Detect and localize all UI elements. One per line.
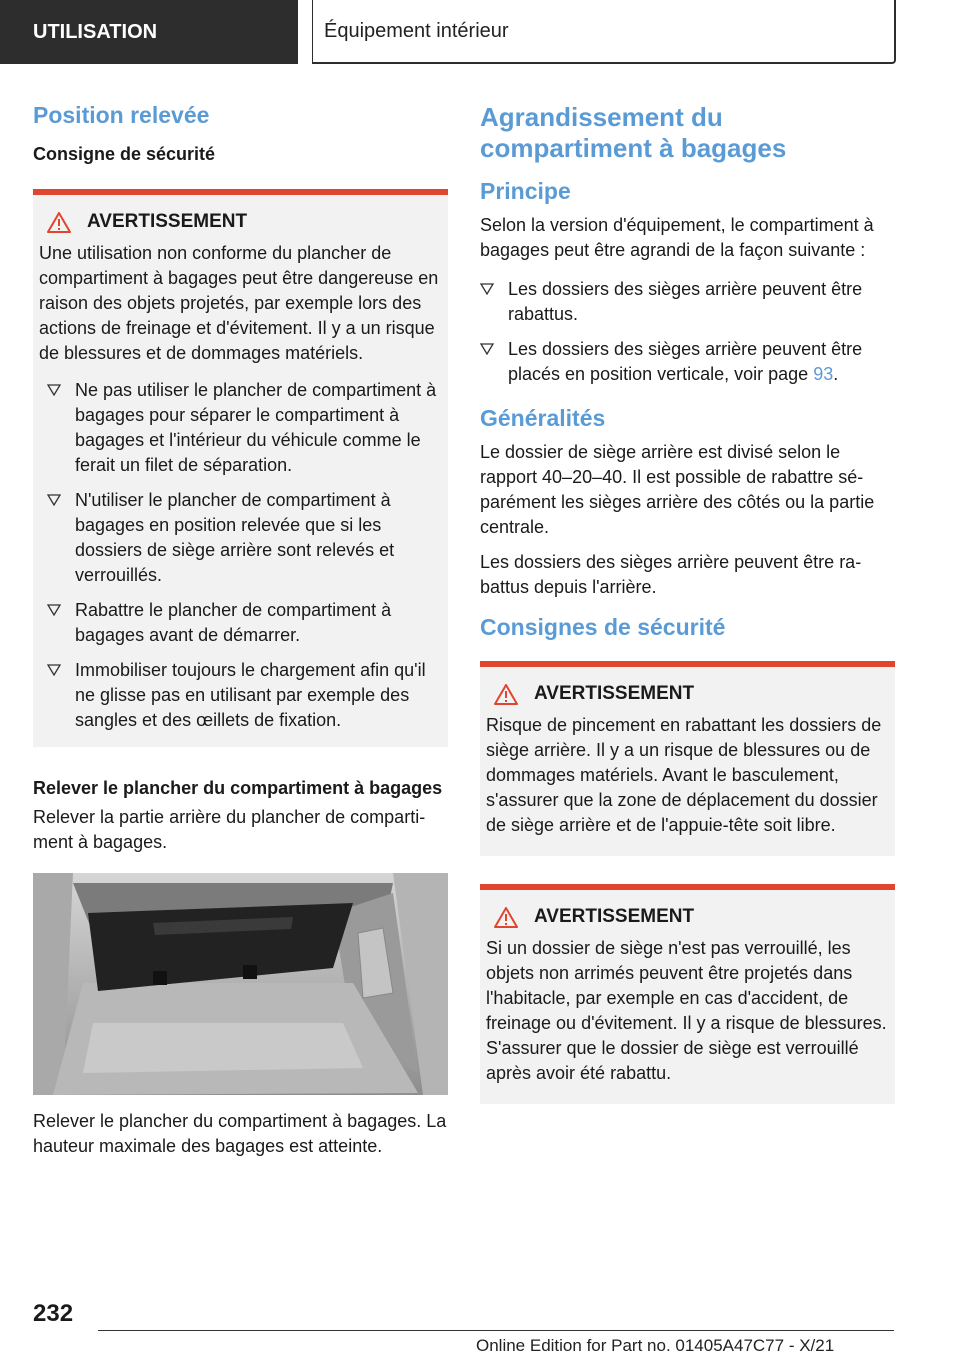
- triangle-bullet-icon: [480, 343, 494, 355]
- warning-box: [33, 189, 448, 747]
- list-item: Ne pas utiliser le plancher de compartiment à bagages pour séparer le compartiment à bagages et l'intérieur du véhicule comme le ferait un filet de séparation.: [39, 378, 440, 478]
- principe-text: Selon la version d'équipement, le compartiment à bagages peut être agrandi de la façon suivante :: [480, 215, 874, 260]
- page-number: 232: [33, 1300, 74, 1327]
- warning-title-text: AVERTISSEMENT: [534, 906, 695, 927]
- warning-text: Une utilisation non conforme du plancher de compartiment à bagages peut être dangereuse en raison des objets projetés, par exemple lors des actions de freinage et d'évitement. Il y a un risque de blessures et de dommages matériels.: [39, 243, 439, 363]
- generalites-text-2: Les dossiers des sièges arrière peuvent être rabattus depuis l'arrière.: [480, 552, 862, 597]
- list-item: Rabattre le plancher de compartiment à bagages avant de démarrer.: [39, 598, 440, 648]
- raise-heading: Relever le plancher du compartiment à bagages: [33, 778, 443, 798]
- raise-text: Relever la partie arrière du plancher de compartiment à bagages.: [33, 807, 426, 852]
- warning-title: [486, 906, 887, 928]
- generalites-heading: Généralités: [480, 405, 606, 431]
- edition-text: Online Edition for Part no. 01405A47C77 - X/21: [476, 1336, 835, 1355]
- header-chapter: Équipement intérieur: [312, 0, 896, 64]
- photo-caption: Relever le plancher du compartiment à bagages. La hauteur maximale des bagages est atteinte.: [33, 1111, 447, 1156]
- section-heading: Position relevée: [33, 102, 210, 128]
- triangle-bullet-icon: [47, 604, 61, 616]
- page-reference-link[interactable]: 93: [813, 364, 834, 384]
- warning-triangle-icon: [494, 907, 518, 928]
- warning-list: [39, 378, 440, 733]
- warning-title: [39, 211, 440, 233]
- list-item: N'utiliser le plancher de compartiment à bagages en position relevée que si les dossiers de siège arrière sont relevés et verrouillés.: [39, 488, 440, 588]
- consignes-heading: Consignes de sécurité: [480, 614, 726, 640]
- section-heading: Agrandissement du compartiment à bagages: [480, 102, 787, 163]
- list-item: Les dossiers des sièges arrière peuvent être rabattus.: [480, 277, 895, 327]
- triangle-bullet-icon: [47, 494, 61, 506]
- options-list: [480, 277, 895, 387]
- subheading: Consigne de sécurité: [33, 144, 216, 164]
- trunk-illustration: [33, 873, 448, 1095]
- triangle-bullet-icon: [47, 664, 61, 676]
- warning-title: [486, 683, 887, 705]
- triangle-bullet-icon: [480, 283, 494, 295]
- warning-title-text: AVERTISSEMENT: [534, 683, 695, 704]
- footer-divider: [98, 1330, 894, 1331]
- warning-box: [480, 884, 895, 1104]
- warning-box: [480, 661, 895, 856]
- left-column: [33, 96, 448, 1169]
- triangle-bullet-icon: [47, 384, 61, 396]
- header-section: UTILISATION: [0, 0, 298, 64]
- warning-title-text: AVERTISSEMENT: [87, 211, 248, 232]
- list-item: Les dossiers des sièges arrière peuvent être placés en position verticale, voir page 93.: [480, 337, 895, 387]
- warning-triangle-icon: [494, 684, 518, 705]
- right-column: [480, 96, 895, 1132]
- warning-text: Risque de pincement en rabattant les dossiers de siège arrière. Il y a un risque de blessures ou de dommages matériels. Avant le basculement, s'assurer que la zone de déplacement du dossier de siège arrière et de l'appuie-tête soit libre.: [486, 715, 882, 835]
- warning-triangle-icon: [47, 212, 71, 233]
- warning-text: Si un dossier de siège n'est pas verrouillé, les objets non arrimés peuvent être projetés dans l'habitacle, par exemple en cas d'accident, de freinage ou d'évitement. Il y a risque de blessures. S'assurer que le dossier de siège est verrouillé après avoir été rabattu.: [486, 938, 887, 1083]
- generalites-text-1: Le dossier de siège arrière est divisé selon le rapport 40–20–40. Il est possible de rabattre séparément les sièges arrière des côtés ou la partie centrale.: [480, 442, 875, 537]
- principe-heading: Principe: [480, 178, 571, 204]
- trunk-floor-photo: [33, 873, 448, 1095]
- list-item: Immobiliser toujours le chargement afin qu'il ne glisse pas en utilisant par exemple des sangles et des œillets de fixation.: [39, 658, 440, 733]
